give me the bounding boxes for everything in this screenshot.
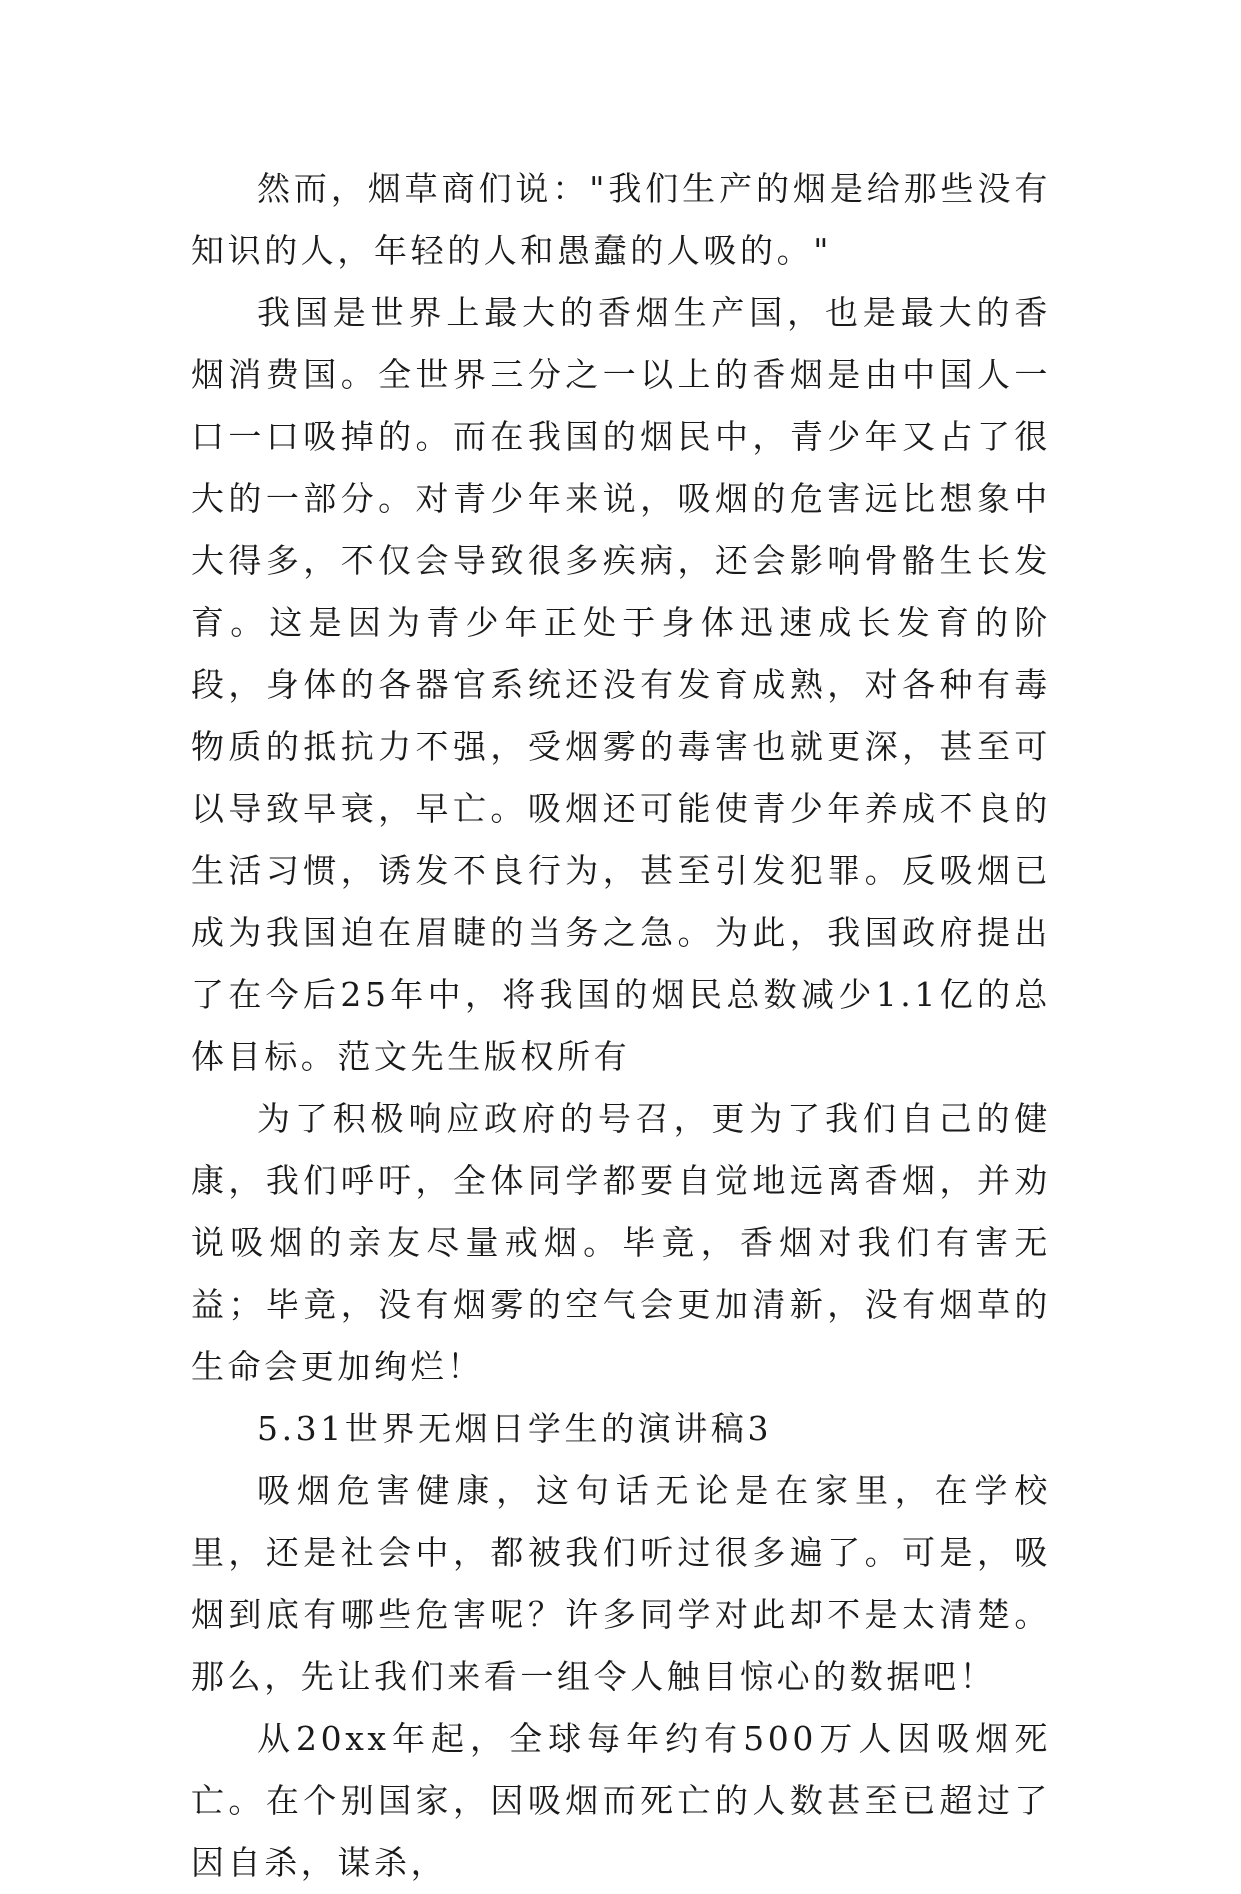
section-heading: 5.31世界无烟日学生的演讲稿3 [257,1409,773,1448]
document-body [191,158,1051,1894]
paragraph-tobacco-merchants: 然而，烟草商们说："我们生产的烟是给那些没有知识的人，年轻的人和愚蠢的人吸的。" [191,169,1051,270]
paragraph-china-smoking: 我国是世界上最大的香烟生产国，也是最大的香烟消费国。全世界三分之一以上的香烟是由中国人一口一口吸掉的。而在我国的烟民中，青少年又占了很大的一部分。对青少年来说，吸烟的危害远比想象中大得多，不仅会导致很多疾病，还会影响骨骼生长发育。这是因为青少年正处于身体迅速成长发育的阶段，身体的各器官系统还没有发育成熟，对各种有毒物质的抵抗力不强，受烟雾的毒害也就更深，甚至可以导致早衰，早亡。吸烟还可能使青少年养成不良的生活习惯，诱发不良行为，甚至引发犯罪。反吸烟已成为我国迫在眉睫的当务之急。为此，我国政府提出了在今后25年中，将我国的烟民总数减少1.1亿的总体目标。范文先生版权所有 [191,293,1051,1076]
paragraph-global-deaths: 从20xx年起，全球每年约有500万人因吸烟死亡。在个别国家，因吸烟而死亡的人数甚至已超过了因自杀，谋杀， [191,1719,1051,1882]
paragraph-smoking-harm: 吸烟危害健康，这句话无论是在家里，在学校里，还是社会中，都被我们听过很多遍了。可是，吸烟到底有哪些危害呢？许多同学对此却不是太清楚。那么，先让我们来看一组令人触目惊心的数据吧！ [191,1471,1051,1696]
paragraph-call-to-action: 为了积极响应政府的号召，更为了我们自己的健康，我们呼吁，全体同学都要自觉地远离香烟，并劝说吸烟的亲友尽量戒烟。毕竟，香烟对我们有害无益；毕竟，没有烟雾的空气会更加清新，没有烟草的生命会更加绚烂！ [191,1099,1051,1386]
